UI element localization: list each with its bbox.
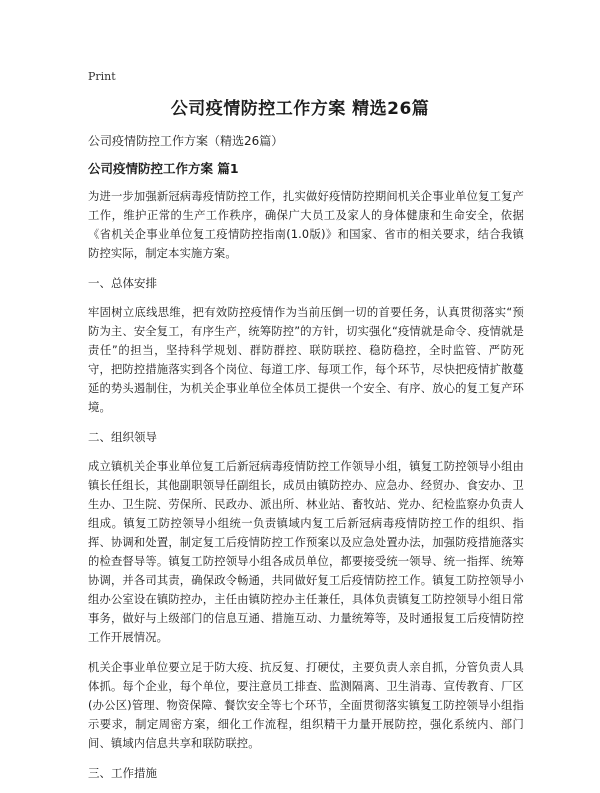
document-subtitle: 公司疫情防控工作方案（精选26篇）: [88, 134, 284, 148]
part2-paragraph-2: 机关企事业单位要立足于防大疫、抗反复、打硬仗，主要负责人亲自抓，分管负责人具体抓。每个企业，每个单位，要注意员工排查、监测隔离、卫生消毒、宣传教育、厂区(办公区)管理、物资保障、餐饮安全等七个环节，全面贯彻落实镇复工防控领导小组指示要求，制定周密方案，细化工作流程，组织精干力量开展防控，强化系统内、部门间、镇域内信息共享和联防联控。: [88, 661, 524, 750]
document-title: 公司疫情防控工作方案 精选26篇: [170, 99, 430, 119]
part2-heading: 二、组织领导: [88, 430, 157, 444]
article-body: [88, 160, 524, 793]
section-heading: 公司疫情防控工作方案 篇1: [88, 161, 239, 176]
part1-heading: 一、总体安排: [88, 276, 157, 290]
part3-heading: 三、工作措施: [88, 766, 157, 780]
part2-paragraph-1: 成立镇机关企事业单位复工后新冠病毒疫情防控工作领导小组，镇复工防控领导小组由镇长任组长，其他副职领导任副组长，成员由镇防控办、应急办、经贸办、食安办、卫生办、卫生院、劳保所、民政办、派出所、林业站、畜牧站、党办、纪检监察办负责人组成。镇复工防控领导小组统一负责镇域内复工后新冠病毒疫情防控工作的组织、指挥、协调和处置，制定复工后疫情防控工作预案以及应急处置办法，加强防疫措施落实的检查督导等。镇复工防控领导小组各成员单位，都要接受统一领导、统一指挥、统筹协调，并各司其责，确保政令畅通，共同做好复工后疫情防控工作。镇复工防控领导小组办公室设在镇防控办，主任由镇防控办主任兼任，具体负责镇复工防控领导小组日常事务，做好与上级部门的信息互通、措施互动、力量统筹等，及时通报复工后疫情防控工作开展情况。: [88, 460, 524, 644]
part1-paragraph: 牢固树立底线思维，把有效防控疫情作为当前压倒一切的首要任务，认真贯彻落实“预防为主、安全复工，有序生产，统筹防控”的方针，切实强化“疫情就是命令、疫情就是责任”的担当，坚持科学规划、群防群控、联防联控、稳防稳控，全时监管、严防死守，把防控措施落实到各个岗位、每道工序、每项工作，每个环节，尽快把疫情扩散蔓延的势头遏制住，为机关企事业单位全体员工提供一个安全、有序、放心的复工复产环境。: [88, 306, 524, 414]
print-link[interactable]: Print: [88, 70, 116, 83]
intro-paragraph: 为进一步加强新冠病毒疫情防控工作，扎实做好疫情防控期间机关企事业单位复工复产工作，维护正常的生产工作秩序，确保广大员工及家人的身体健康和生命安全，依据《省机关企事业单位复工疫情防控指南(1.0版)》和国家、省市的相关要求，结合我镇防控实际，制定本实施方案。: [88, 190, 524, 260]
